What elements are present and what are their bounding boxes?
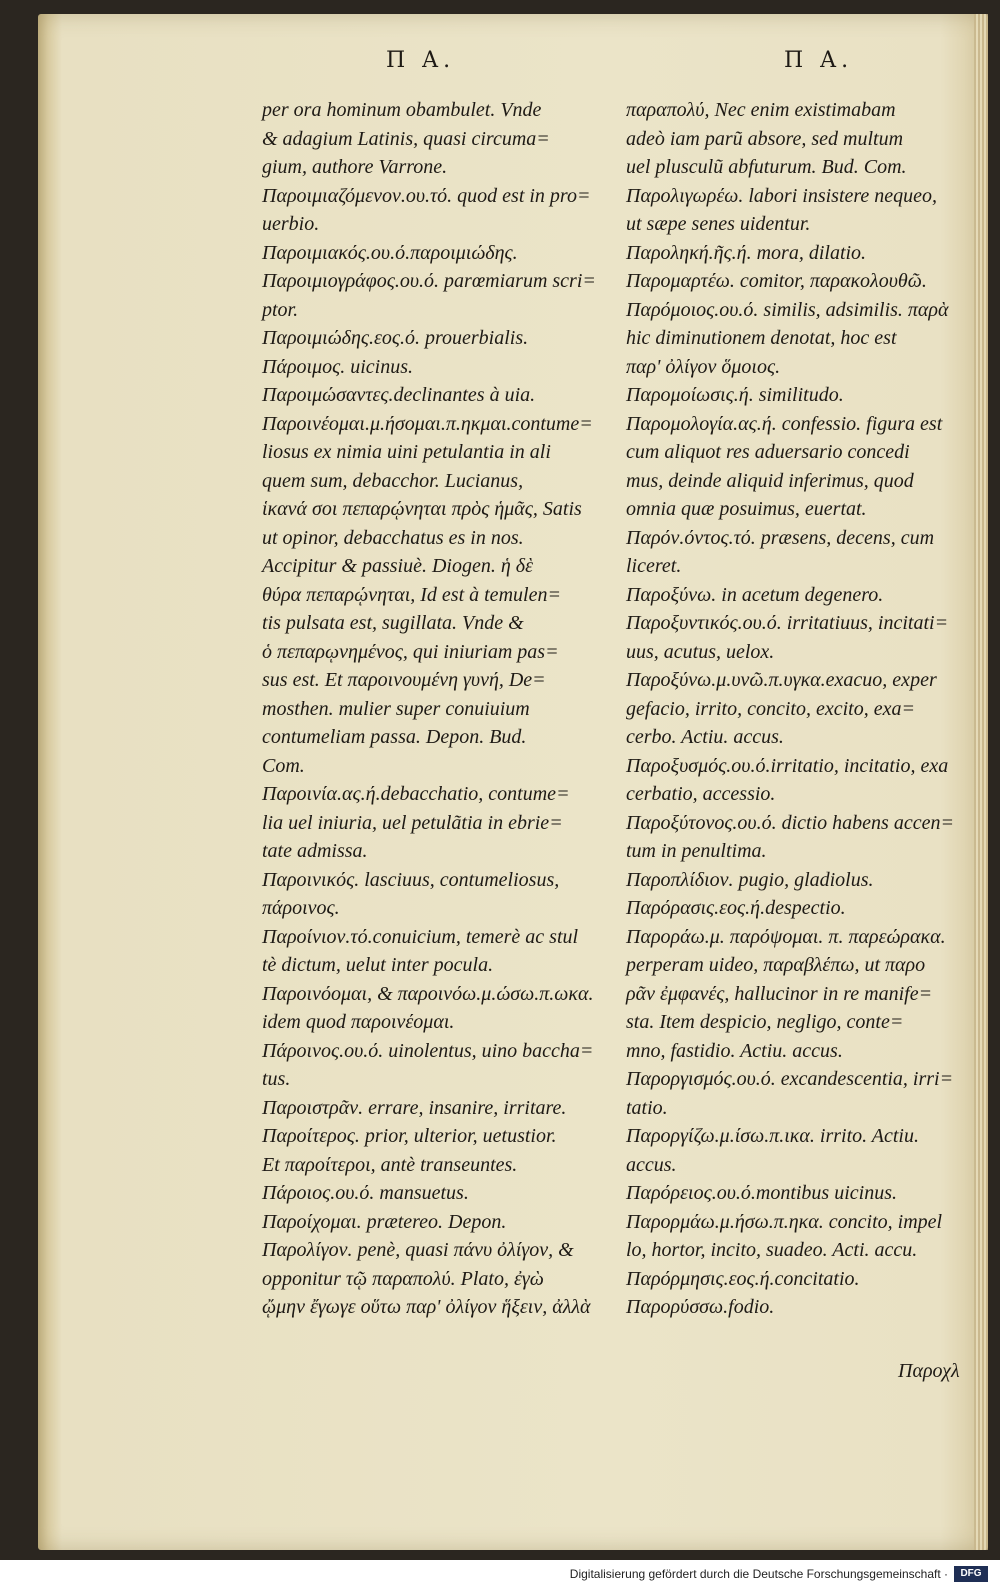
- text-line: tate admissa.: [262, 840, 368, 862]
- text-line: Accipitur & passiuè. Diogen. ἡ δὲ: [262, 555, 533, 577]
- text-line: Παροξύνω. in acetum degenero.: [626, 583, 884, 606]
- text-line: ἱκανά σοι πεπαρῴνηται πρὸς ἡμᾶς, Satis: [262, 498, 582, 520]
- text-line: uel plusculũ abfuturum. Bud. Com.: [626, 156, 907, 178]
- text-line: Παροληκή.ῆς.ή. mora, dilatio.: [626, 241, 867, 264]
- text-line: ρᾶν ἐμφανές, hallucinor in re manife=: [626, 982, 933, 1005]
- text-line: liosus ex nimia uini petulantia in ali: [262, 441, 551, 463]
- text-line: perperam uideo, παραβλέπω, ut παρο: [626, 954, 926, 976]
- text-line: sta. Item despicio, negligo, conte=: [626, 1011, 904, 1033]
- text-line: per ora hominum obambulet. Vnde: [262, 99, 542, 121]
- text-line: liceret.: [626, 555, 682, 577]
- text-line: lia uel iniuria, uel petulãtia in ebrie=: [262, 811, 563, 834]
- text-line: Παροργισμός.ου.ό. excandescentia, irri=: [626, 1068, 954, 1090]
- funding-note: Digitalisierung gefördert durch die Deutsche Forschungsgemeinschaft ·: [569, 1567, 948, 1581]
- text-line: accus.: [626, 1153, 677, 1176]
- text-line: tis pulsata est, sugillata. Vnde &: [262, 612, 524, 634]
- text-line: cerbatio, accessio.: [626, 783, 776, 805]
- text-line: Παρόν.όντος.τό. præsens, decens, cum: [626, 526, 935, 549]
- text-line: ut opinor, debacchatus es in nos.: [262, 526, 524, 549]
- text-line: Παρολίγον. penè, quasi πάνυ ὀλίγον, &: [262, 1239, 574, 1261]
- text-line: adeò iam parũ absore, sed multum: [626, 127, 904, 150]
- catchword: Παροχλ: [898, 1360, 960, 1382]
- running-head-right: Π Α.: [784, 48, 854, 73]
- text-line: tè dictum, uelut inter pocula.: [262, 954, 494, 976]
- text-line: opponitur τῷ παραπολύ. Plato, ἐγὼ: [262, 1267, 544, 1290]
- text-line: ptor.: [262, 298, 299, 321]
- text-line: idem quod παροινέομαι.: [262, 1011, 455, 1033]
- text-line: Παρόμοιος.ου.ό. similis, adsimilis. παρὰ: [626, 298, 949, 321]
- text-line: Παρομαρτέω. comitor, παρακολουθῶ.: [626, 270, 927, 292]
- text-line: tum in penultima.: [626, 840, 767, 862]
- text-line: mus, deinde aliquid inferimus, quod: [626, 469, 914, 492]
- text-line: Παροινία.ας.ή.debacchatio, contume=: [262, 783, 570, 805]
- text-line: omnia quæ posuimus, euertat.: [626, 498, 867, 520]
- text-line: tatio.: [626, 1096, 668, 1119]
- text-line: Παροιμιώδης.εος.ό. prouerbialis.: [262, 327, 529, 349]
- running-head-left: Π Α.: [386, 48, 456, 73]
- text-line: παραπολύ, Nec enim existimabam: [626, 99, 896, 121]
- text-line: Πάροινος.ου.ό. uinolentus, uino baccha=: [262, 1039, 594, 1062]
- text-line: πάροινος.: [262, 897, 340, 919]
- dfg-logo: DFG: [954, 1566, 988, 1582]
- text-line: cum aliquot res aduersario concedi: [626, 441, 910, 463]
- text-line: cerbo. Actiu. accus.: [626, 726, 784, 748]
- text-line: Παροινόομαι, & παροινόω.μ.ώσω.π.ωκα.: [262, 982, 594, 1005]
- page-edge: [974, 14, 988, 1550]
- text-line: hic diminutionem denotat, hoc est: [626, 327, 897, 349]
- text-line: uerbio.: [262, 213, 320, 235]
- text-line: Παρόρειος.ου.ό.montibus uicinus.: [626, 1182, 897, 1204]
- text-line: gefacio, irrito, concito, excito, exa=: [626, 697, 915, 720]
- text-line: mosthen. mulier super conuiuium: [262, 697, 530, 720]
- text-line: Παροξύτονος.ου.ό. dictio habens accen=: [626, 811, 954, 834]
- text-line: Παροράω.μ. παρόψομαι. π. παρεώρακα.: [626, 925, 946, 948]
- text-line: Παροργίζω.μ.ίσω.π.ικα. irrito. Actiu.: [626, 1125, 919, 1147]
- text-line: Παρορύσσω.fodio.: [626, 1296, 775, 1318]
- text-line: Παροιμιογράφος.ου.ό. parœmiarum scri=: [262, 270, 596, 292]
- text-line: Com.: [262, 754, 305, 777]
- footer-bar: [0, 1562, 1000, 1592]
- text-line: ut sæpe senes uidentur.: [626, 213, 811, 235]
- text-line: Πάροιος.ου.ό. mansuetus.: [262, 1182, 469, 1204]
- text-line: Παροινικός. lasciuus, contumeliosus,: [262, 868, 560, 891]
- text-line: Παρολιγωρέω. labori insistere nequeo,: [626, 184, 938, 207]
- text-line: παρ' ὀλίγον ὅμοιος.: [626, 355, 781, 378]
- text-line: contumeliam passa. Depon. Bud.: [262, 726, 527, 748]
- text-line: Παροιμώσαντες.declinantes à uia.: [262, 384, 536, 406]
- left-column: [262, 96, 622, 1322]
- text-line: Παρόρμησις.εος.ή.concitatio.: [626, 1267, 860, 1290]
- text-line: Παροινέομαι.μ.ήσομαι.π.ηκμαι.contume=: [262, 412, 593, 435]
- text-line: Παροιμιαζόμενον.ου.τό. quod est in pro=: [262, 184, 591, 207]
- text-line: Παροίχομαι. prætereo. Depon.: [262, 1210, 507, 1233]
- text-line: tus.: [262, 1068, 291, 1090]
- text-line: lo, hortor, incito, suadeo. Acti. accu.: [626, 1239, 918, 1261]
- text-line: mno, fastidio. Actiu. accus.: [626, 1039, 843, 1062]
- text-line: Παρόρασις.εος.ή.despectio.: [626, 897, 846, 919]
- text-line: uus, acutus, uelox.: [626, 640, 775, 663]
- text-line: Πάροιμος. uicinus.: [262, 355, 414, 378]
- text-line: Παροιμιακός.ου.ό.παροιμιώδης.: [262, 241, 518, 264]
- text-line: quem sum, debacchor. Lucianus,: [262, 469, 524, 492]
- text-line: ὁ πεπαρῳνημένος, qui iniuriam pas=: [262, 640, 559, 663]
- text-line: Παροξυντικός.ου.ό. irritatiuus, incitati=: [626, 612, 949, 634]
- text-line: Παρομοίωσις.ή. similitudo.: [626, 384, 844, 406]
- right-column: [626, 96, 966, 1322]
- text-line: Παροπλίδιον. pugio, gladiolus.: [626, 868, 874, 891]
- text-line: ᾤμην ἔγωγε οὕτω παρ' ὀλίγον ἥξειν, ἀλλὰ: [262, 1296, 591, 1318]
- text-line: Παροίνιον.τό.conuicium, temerè ac stul: [262, 925, 579, 948]
- text-line: Παροιστρᾶν. errare, insanire, irritare.: [262, 1096, 567, 1119]
- text-line: Παρομολογία.ας.ή. confessio. figura est: [626, 412, 943, 435]
- text-line: Παροίτερος. prior, ulterior, uetustior.: [262, 1125, 557, 1147]
- text-line: θύρα πεπαρῴνηται, Id est à temulen=: [262, 583, 561, 606]
- text-line: Παροξυσμός.ου.ό.irritatio, incitatio, exa: [626, 754, 949, 777]
- text-line: & adagium Latinis, quasi circuma=: [262, 127, 550, 150]
- text-line: Et παροίτεροι, antè transeuntes.: [262, 1153, 518, 1176]
- text-line: Παροξύνω.μ.υνῶ.π.υγκα.exacuo, exper: [626, 669, 937, 691]
- text-line: Παρορμάω.μ.ήσω.π.ηκα. concito, impel: [626, 1210, 943, 1233]
- text-line: sus est. Et παροινουμένη γυνή, De=: [262, 669, 546, 691]
- text-line: gium, authore Varrone.: [262, 156, 448, 178]
